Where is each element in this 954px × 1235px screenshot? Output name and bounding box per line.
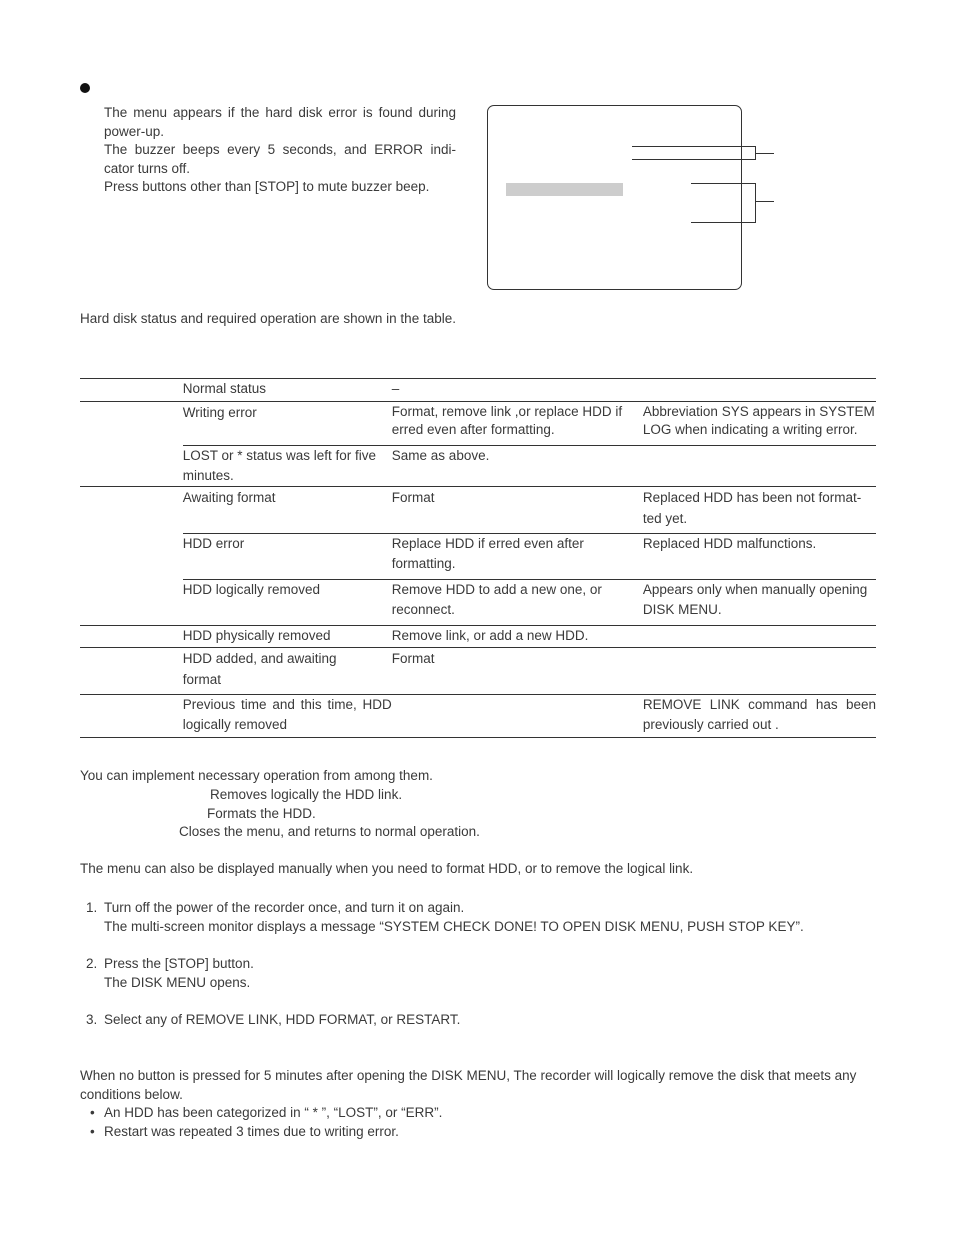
- status-cell: HDD added, and awaiting format: [183, 647, 392, 694]
- callout-pointer: [756, 153, 774, 154]
- remarks-cell: Replaced HDD malfunctions.: [643, 533, 876, 579]
- section-bullet-icon: [80, 83, 90, 93]
- remarks-cell: [643, 445, 876, 486]
- status-cell: Writing error: [183, 401, 392, 445]
- manual-intro: The menu can also be displayed manually when you need to format HDD, or to remove the logical link.: [80, 861, 694, 876]
- hdd-format-description: Formats the HDD.: [207, 806, 316, 821]
- step-text: Press the [STOP] button.: [104, 956, 254, 971]
- table-row: [80, 379, 876, 402]
- remarks-cell: REMOVE LINK command has been previously carried out .: [643, 694, 876, 737]
- bullet-icon: •: [90, 1105, 95, 1120]
- step-text: Turn off the power of the recorder once, and turn it on again.: [104, 900, 465, 915]
- operation-cell: [392, 694, 643, 737]
- operations-intro: You can implement necessary operation from among them.: [80, 768, 433, 783]
- operation-cell: Remove link, or add a new HDD.: [392, 625, 643, 647]
- intro-text: [104, 104, 456, 197]
- operation-cell: –: [392, 379, 643, 402]
- condition-item: An HDD has been categorized in “ * ”, “LOST”, or “ERR”.: [104, 1105, 443, 1120]
- status-cell: HDD error: [183, 533, 392, 579]
- operation-cell: Same as above.: [392, 445, 643, 486]
- status-cell: HDD logically removed: [183, 579, 392, 625]
- restart-description: Closes the menu, and returns to normal operation.: [179, 824, 480, 839]
- condition-item: Restart was repeated 3 times due to writing error.: [104, 1124, 399, 1139]
- table-row: [80, 579, 876, 625]
- status-cell: Awaiting format: [183, 486, 392, 533]
- operation-cell: Replace HDD if erred even after formatting.: [392, 533, 643, 579]
- table-row: [80, 486, 876, 533]
- remarks-cell: [643, 625, 876, 647]
- bullet-icon: •: [90, 1124, 95, 1139]
- table-row: [80, 445, 876, 486]
- step-number: 1.: [86, 900, 98, 915]
- callout-bracket: [755, 183, 756, 223]
- callout-line: [632, 146, 756, 147]
- table-row: [80, 647, 876, 694]
- operation-cell: Format: [392, 486, 643, 533]
- intro-line-4: cator turns off.: [104, 160, 191, 176]
- step-number: 2.: [86, 956, 98, 971]
- step-text: Select any of REMOVE LINK, HDD FORMAT, or RESTART.: [104, 1012, 461, 1027]
- callout-pointer: [756, 201, 774, 202]
- table-row: [80, 533, 876, 579]
- hdd-status-table: [80, 378, 876, 738]
- intro-line-1: The menu appears if the hard disk error is found during: [104, 105, 456, 120]
- remarks-cell: [643, 379, 876, 402]
- auto-remove-text: When no button is pressed for 5 minutes after opening the DISK MENU, The recorder will logically remove the disk that meets any conditions below.: [80, 1068, 857, 1102]
- callout-line: [632, 159, 756, 160]
- status-cell: Previous time and this time, HDD logically removed: [183, 694, 392, 737]
- intro-line-2: power-up.: [104, 123, 165, 139]
- disk-menu-screen-illustration: [487, 105, 742, 290]
- remarks-cell: Replaced HDD has been not format-ted yet.: [643, 486, 876, 533]
- status-cell: HDD physically removed: [183, 625, 392, 647]
- status-cell: Normal status: [183, 379, 392, 402]
- selection-highlight: [506, 183, 623, 196]
- operation-cell: Format: [392, 647, 643, 694]
- callout-line: [691, 222, 756, 223]
- table-row: [80, 401, 876, 445]
- table-intro: Hard disk status and required operation are shown in the table.: [80, 311, 456, 326]
- remarks-cell: [643, 647, 876, 694]
- remarks-cell: Abbreviation SYS appears in SYSTEM LOG when indicating a writing error.: [643, 401, 876, 445]
- operation-cell: Format, remove link ,or replace HDD if erred even after formatting.: [392, 401, 643, 445]
- step-subtext: The DISK MENU opens.: [104, 975, 251, 990]
- remove-link-description: Removes logically the HDD link.: [210, 787, 403, 802]
- step-subtext: The multi-screen monitor displays a message “SYSTEM CHECK DONE! TO OPEN DISK MENU, PUSH STOP KEY”.: [104, 919, 804, 934]
- operation-cell: Remove HDD to add a new one, or reconnect.: [392, 579, 643, 625]
- status-cell: LOST or * status was left for five minutes.: [183, 445, 392, 486]
- remarks-cell: Appears only when manually opening DISK MENU.: [643, 579, 876, 625]
- table-row: [80, 625, 876, 647]
- intro-line-5: Press buttons other than [STOP] to mute buzzer beep.: [104, 179, 430, 195]
- intro-line-3: The buzzer beeps every 5 seconds, and ERROR indi-: [104, 142, 456, 158]
- step-number: 3.: [86, 1012, 98, 1027]
- callout-line: [691, 183, 756, 184]
- table-row: [80, 694, 876, 737]
